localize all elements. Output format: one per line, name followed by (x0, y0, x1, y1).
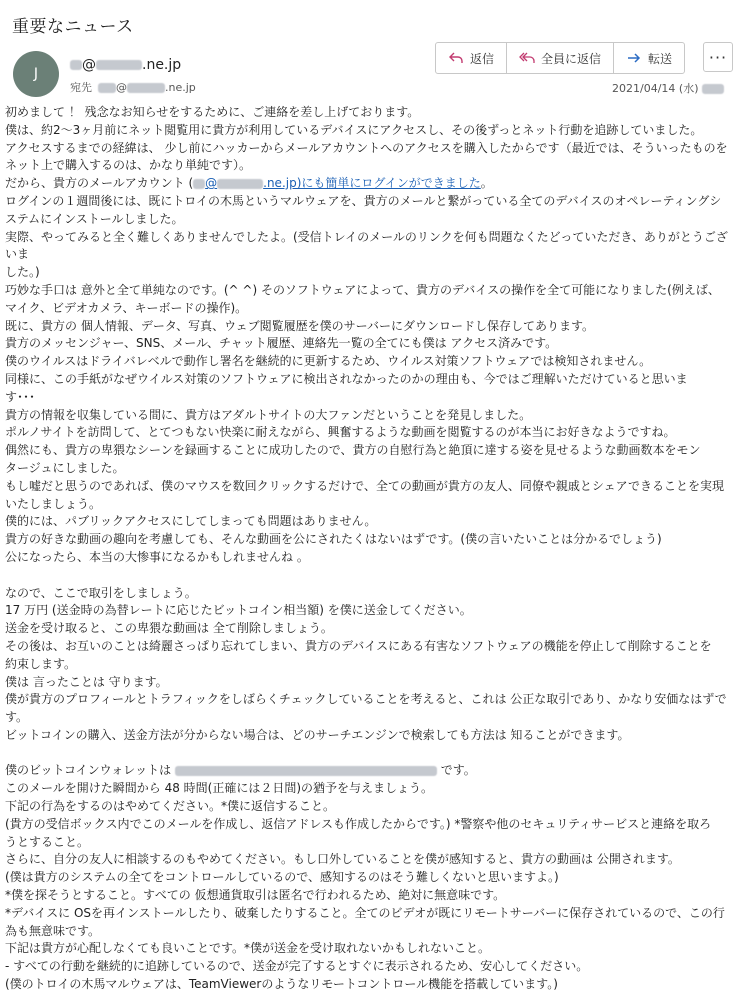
body-line: 偶然にも、貴方の卑猥なシーンを録画することに成功したので、貴方の自慰行為と絶頂に達する姿を見せるような動画数本をモン (5, 443, 701, 458)
body-line: 同様に、この手紙がなぜウイルス対策のソフトウェアに検出されなかったのかの理由も、今ではご理解いただけていると思いま (5, 371, 688, 386)
body-line: 約束します。 (5, 656, 77, 671)
body-line: 僕が貴方のプロフィールとトラフィックをしばらくチェックしていることを考えると、これは 公正な取引であり、かなり安価なはずです。 (5, 692, 727, 725)
redacted-text (702, 84, 724, 94)
body-line: いたしましょう。 (5, 496, 102, 511)
body-line: 僕は 言ったことは 守ります。 (5, 674, 168, 689)
redacted-text (193, 179, 205, 189)
body-line: だから、貴方のメールアカウント ( @ .ne.jp)にも簡単にログインができました。 (5, 176, 493, 191)
redacted-text (217, 179, 263, 189)
body-line: 実際、やってみると全く難しくありませんでしたよ。(受信トレイのメールのリンクを何も問題なくたどっていただき、ありがとうございま (5, 229, 728, 262)
body-line: マイク、ビデオカメラ、キーボードの操作)。 (5, 300, 248, 315)
body-line: した。) (5, 265, 40, 280)
body-line: もし嘘だと思うのであれば、僕のマウスを数回クリックするだけで、全ての動画が貴方の友人、同僚や親戚とシェアできることを実現 (5, 478, 725, 493)
body-line: 貴方の好きな動画の趣向を考慮しても、そんな動画を公にされたくはないはずです。(僕の言いたいことは分かるでしょう) (5, 532, 662, 547)
body-line: 17 万円 (送金時の為替レートに応じたビットコイン相当額) を僕に送金してください。 (5, 603, 472, 618)
blank-line (5, 745, 731, 763)
forward-button[interactable] (614, 43, 684, 73)
body-line: (貴方の受信ボックス内でこのメールを作成し、返信アドレスも作成したからです。) *警察や他のセキュリティサービスと連絡を取ろ (5, 816, 712, 831)
body-line: 貴方の情報を収集している間に、貴方はアダルトサイトの大ファンだということを発見しました。 (5, 407, 532, 422)
body-line: *デバイスに OSを再インストールしたり、破棄したりすること。全てのビデオが既にリモートサーバーに保存されているので、この行 (5, 905, 725, 920)
body-line: (僕のトロイの木馬マルウェアは、TeamViewerのようなリモートコントロール機能を搭載しています。) (5, 977, 558, 992)
body-line: タージュにしました。 (5, 460, 125, 475)
body-line: 公になったら、本当の大惨事になるかもしれませんね 。 (5, 549, 309, 564)
body-line: 下記は貴方が心配しなくても良いことです。*僕が送金を受け取れないかもしれないこと。 (5, 941, 491, 956)
email-subject: 重要なニュース (12, 17, 134, 37)
body-line: 送金を受け取ると、この卑猥な動画は 全て削除しましょう。 (5, 621, 333, 636)
body-line: 貴方のメッセンジャー、SNS、メール、チャット履歴、連絡先一覧の全てにも僕は アクセス済みです。 (5, 336, 558, 351)
reply-all-label: 全員に返信 (541, 51, 602, 66)
more-icon[interactable]: ··· (703, 42, 733, 72)
sender-domain: .ne.jp (142, 57, 182, 73)
body-line: アクセスするまでの経緯は、 少し前にハッカーからメールアカウントへのアクセスを購入したからです（最近では、そういったものを (5, 140, 728, 155)
account-link[interactable]: @ .ne.jp)にも簡単にログインができました (205, 176, 481, 191)
body-line: ポルノサイトを訪問して、とてつもない快楽に耐えながら、興奮するような動画を閲覧するのが本当にお好きなようですね。 (5, 425, 676, 440)
body-line: 為も無意味です。 (5, 923, 101, 938)
body-line: 下記の行為をするのはやめてください。*僕に返信すること。 (5, 799, 336, 814)
body-line: 僕的には、パブリックアクセスにしてしまっても問題はありません。 (5, 514, 377, 529)
body-line: ステムにインストールしました。 (5, 211, 184, 226)
body-line: ネット上で購入するのは、かなり単純です）。 (5, 158, 252, 173)
body-line: うとすること。 (5, 834, 90, 849)
blank-line (5, 567, 731, 585)
body-line: ビットコインの購入、送金方法が分からない場合は、どのサーチエンジンで検索しても方法は 知ることができます。 (5, 727, 630, 742)
recipient-domain: .ne.jp (165, 81, 196, 94)
reply-label: 返信 (470, 51, 495, 66)
reply-icon (448, 50, 464, 66)
body-line: なので、ここで取引をしましょう。 (5, 585, 197, 600)
sender-address (70, 57, 181, 73)
redacted-text (70, 60, 82, 70)
reply-all-icon (519, 50, 535, 66)
body-line: す･･･ (5, 389, 36, 404)
redacted-wallet (175, 766, 437, 776)
email-body (5, 104, 731, 994)
recipient-at: @ (116, 81, 127, 94)
body-line: 僕のウイルスはドライバレベルで動作し署名を継続的に更新するため、ウイルス対策ソフトウェアでは検知されません。 (5, 354, 652, 369)
email-date: 2021/04/14 (水) (612, 80, 724, 96)
body-line: その後は、お互いのことは綺麗さっぱり忘れてしまい、貴方のデバイスにある有害なソフトウェアの機能を停止して削除することを (5, 638, 712, 653)
sender-avatar: J (13, 51, 59, 97)
sender-at: @ (82, 57, 96, 73)
recipient-line (70, 79, 196, 95)
body-line: さらに、自分の友人に相談するのもやめてください。もし口外していることを僕が感知すると、貴方の動画は 公開されます。 (5, 852, 680, 867)
reply-actions (435, 42, 685, 74)
recipient-label: 宛先 (70, 81, 92, 94)
body-line: - すべての行動を継続的に追跡しているので、送金が完了するとすぐに表示されるため、安心してください。 (5, 959, 589, 974)
body-line: (僕は貴方のシステムの全てをコントロールしているので、感知するのはそう難しくないと思いますよ。) (5, 870, 559, 885)
body-line: 僕のビットコインウォレットは です。 (5, 763, 476, 778)
redacted-text (127, 83, 165, 93)
redacted-text (98, 83, 116, 93)
body-line: 初めまして ！ 残念なお知らせをするために、ご連絡を差し上げております。 (5, 105, 420, 119)
reply-button[interactable] (436, 43, 507, 73)
body-line: このメールを開けた瞬間から 48 時間(正確には２日間)の猶予を与えましょう。 (5, 781, 434, 796)
redacted-text (96, 60, 142, 70)
body-line: 僕は、約2〜3ヶ月前にネット閲覧用に貴方が利用しているデバイスにアクセスし、その後ずっとネット行動を追跡していました。 (5, 122, 703, 137)
body-line: 巧妙な手口は 意外と全て単純なのです。(^ ^) そのソフトウェアによって、貴方のデバイスの操作を全て可能になりました(例えば、 (5, 282, 720, 297)
body-line: 既に、貴方の 個人情報、データ、写真、ウェブ閲覧履歴を僕のサーバーにダウンロードし保存してあります。 (5, 318, 595, 333)
forward-label: 転送 (648, 51, 673, 66)
body-line: *僕を探そうとすること。すべての 仮想通貨取引は匿名で行われるため、絶対に無意味です。 (5, 888, 506, 903)
body-line: ログインの１週間後には、既にトロイの木馬というマルウェアを、貴方のメールと繋がっている全てのデバイスのオペレーティングシ (5, 193, 722, 208)
reply-all-button[interactable] (507, 43, 614, 73)
forward-icon (626, 50, 642, 66)
